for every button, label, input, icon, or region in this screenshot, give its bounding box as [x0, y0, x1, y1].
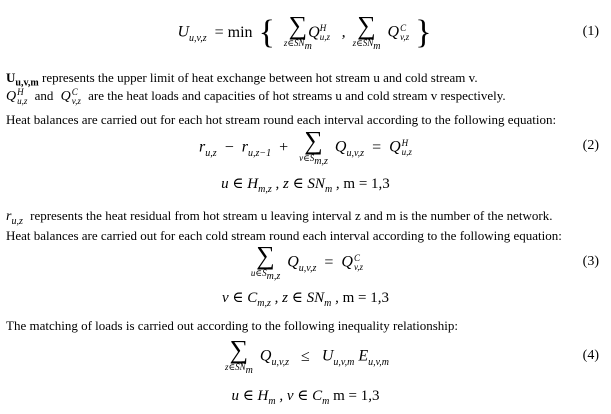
eq4-conditions: u ∈ $H_m$ , v ∈ $C_m$ m = 1,3: [231, 388, 380, 407]
eq3-number: (3): [582, 254, 599, 269]
eq3-expression: ∑ $u\in S_{m,z}$ $Q_{u,v,z} = Q$ C v,z: [250, 241, 364, 282]
equation-1: [0, 10, 611, 56]
eq3-conditions: v ∈ $C_{m,z}$ , z ∈ $SN_m$ , m = 1,3: [222, 290, 389, 309]
eq1-expression: $U_{u,v,z} = \min$ { ∑ $z\in SN_m$ H u,z Q , ∑ $z\in SN_m$ Q C v,z }: [177, 11, 432, 52]
text-line-5: Heat balances are carried out for each cold stream round each interval according to the following equation:: [6, 228, 562, 243]
text-line-2: Q H u,z and Q C v,z are the heat loads and capacities of hot streams u and cold stream v respectively.: [6, 87, 506, 106]
eq4-number: (4): [582, 348, 599, 363]
eq1-number: (1): [582, 24, 599, 39]
text-line-1: $U_{u,v,m}$ represents the upper limit of heat exchange between hot stream u and cold stream v.: [6, 70, 478, 89]
text-line-4: $r_{u,z}$ represents the heat residual from hot stream u leaving interval z and m is the number of the network.: [6, 208, 553, 227]
eq2-expression: $r_{u,z} - r_{u,z-1}$ + ∑ $v\in S_{m,z}$ $Q_{u,v,z} = Q$ H u,z: [199, 126, 412, 167]
eq2-conditions: u ∈ $H_{m,z}$ , z ∈ $SN_m$ , m = 1,3: [221, 176, 390, 195]
equation-3: [0, 241, 611, 282]
eq4-expression: ∑ $z\in SN_m$ $Q_{u,v,z} \le U_{u,v,m}$ $E_{u,v,m}$: [224, 335, 390, 376]
eq2-number: (2): [582, 138, 599, 153]
equation-4: [0, 336, 611, 378]
text-line-6: The matching of loads is carried out according to the following inequality relationship:: [6, 318, 458, 333]
equation-2: [0, 128, 611, 168]
text-line-3: Heat balances are carried out for each hot stream round each interval according to the following equation:: [6, 112, 557, 127]
